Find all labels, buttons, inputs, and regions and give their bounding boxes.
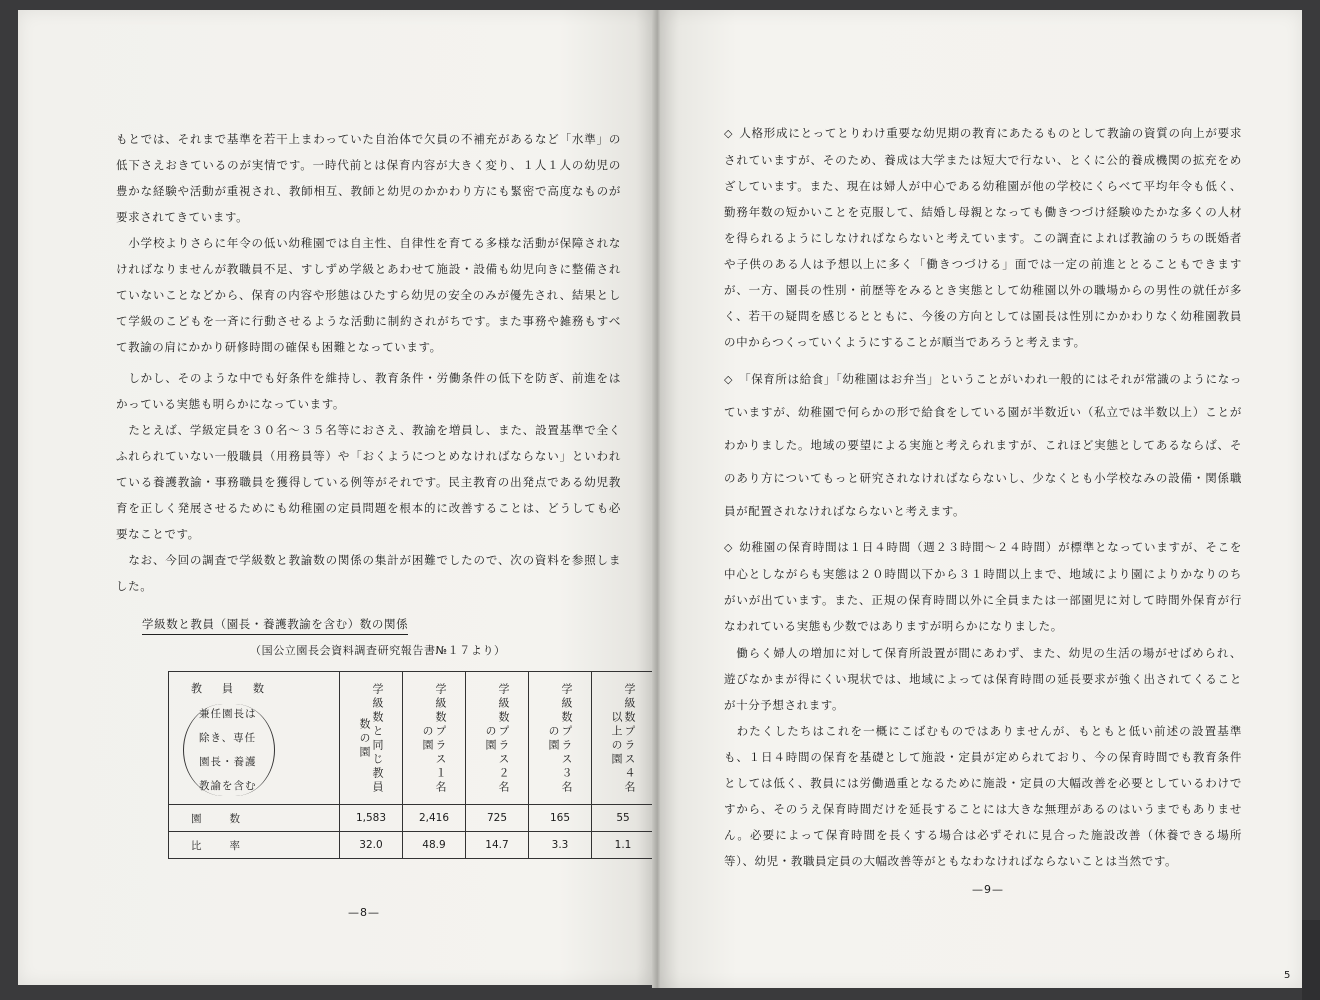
right-paragraph-2 (724, 363, 1242, 528)
table-col-header-text: 学級数プラス３名の園 (547, 683, 573, 795)
right-paragraph-1-text: 人格形成にとってとりわけ重要な幼児期の教育にあたるものとして教諭の資質の向上が要求されていますが、そのため、養成は大学または短大で行ない、とくに公的養成機関の拡充をめざしています。また、現在は婦人が中心である幼稚園が他の学校にくらべて平均年令も低く、勤務年数の短かいことを克服して、結婚し母親となっても働きつづけ経験ゆたかな多くの人材を得られるようにしなければならないと考えています。この調査によれば教諭のうちの既婚者や子供のある人は予想以上に多く「働きつづける」面では一定の前進ととることもできますが、一方、園長の性別・前歴等をみるとき実態として幼稚園以外の職場からの男性の就任が多く、若干の疑問を感じるとともに、今後の方向としては園長は性別にかかわりなく幼稚園教員の中からつくっていくようにすることが順当であろうと考えます。 (724, 126, 1242, 349)
left-page (18, 10, 655, 985)
diamond-bullet-icon: ◇ (724, 127, 734, 140)
right-paragraph-1 (724, 120, 1242, 355)
right-page (660, 10, 1302, 988)
table-col-header (466, 672, 529, 805)
right-paragraph-3 (724, 534, 1242, 639)
table-cell: 3.3 (529, 832, 592, 859)
table-col-header-text: 学級数と同じ教員数の園 (358, 683, 384, 795)
left-paragraph-2-text: 小学校よりさらに年令の低い幼稚園では自主性、自律性を育てる多様な活動が保障されなければなりませんが教職員不足、すしずめ学級とあわせて施設・設備も幼児向きに整備されていないことなどから、保育の内容や形態はひたすら幼児の安全のみが優先され、結果として学級のこどもを一斉に行動させるような活動に制約されがちです。また事務や雑務もすべて教諭の肩にかかり研修時間の確保も困難となっています。 (116, 236, 621, 354)
table-row (169, 832, 655, 859)
table-head-paren-line: 園長・養護 (199, 756, 257, 768)
table-cell: 725 (466, 805, 529, 832)
table-cell: 1,583 (340, 805, 403, 832)
edge-mark: 5 (1284, 970, 1291, 981)
page-number: —8— (348, 906, 380, 919)
table-header-row (169, 672, 655, 805)
table-title: 学級数と教員（園長・養護教諭を含む）数の関係 (142, 616, 408, 635)
table-cell: 55 (592, 805, 655, 832)
corner-tab (1302, 920, 1320, 1000)
table-row (169, 805, 655, 832)
table-head-label: 教員数 (191, 682, 284, 695)
table-col-header (592, 672, 655, 805)
table-col-header (340, 672, 403, 805)
table-row-label: 比率 (169, 832, 340, 859)
table-col-header-text: 学級数プラス４名以上の園 (610, 683, 636, 795)
right-paragraph-4 (724, 640, 1242, 718)
left-paragraph-4-text: たとえば、学級定員を３０名〜３５名等におさえ、教諭を増員し、また、設置基準で全くふれられていない一般職員（用務員等）や「おくようにつとめなければならない」といわれている養護教諭・事務職員を獲得している例等がそれです。民主教育の出発点である幼児教育を正しく発展させるためにも幼稚園の定員問題を根本的に改善することは、どうしても必要なことです。 (116, 423, 621, 541)
table-head-main (169, 672, 340, 805)
table-cell: 32.0 (340, 832, 403, 859)
table-cell: 1.1 (592, 832, 655, 859)
right-paragraph-2-text: 「保育所は給食」「幼稚園はお弁当」ということがいわれ一般的にはそれが常識のようになっていますが、幼稚園で何らかの形で給食をしている園が半数近い（私立では半数以上）ことがわかりました。地域の要望による実施と考えられますが、これほど実態としてあるならば、そのあり方についてもっと研究されなければならないし、少なくとも小学校なみの設備・関係職員が配置されなければならないと考えます。 (724, 372, 1242, 518)
table-col-header-text: 学級数プラス２名の園 (484, 683, 510, 795)
table-col-header-text: 学級数プラス１名の園 (421, 683, 447, 795)
left-paragraph-4 (116, 417, 621, 547)
right-paragraph-5 (724, 718, 1242, 874)
table-source: （国公立園長会資料調査研究報告書№１７より） (250, 644, 506, 657)
table-cell: 165 (529, 805, 592, 832)
table-row-label: 園数 (169, 805, 340, 832)
right-paragraph-5-text: わたくしたちはこれを一概にこばむものではありませんが、もともと低い前述の設置基準も、１日４時間の保育を基礎として施設・定員が定められており、今の保育時間でも教育条件としては低く、教員には労働過重となるために施設・定員の大幅改善を必要としているわけですから、そのうえ保育時間だけを延長することには大きな無理があるのはいうまでもありません。必要によって保育時間を長くする場合は必ずそれに見合った施設改善（休養できる場所等）、幼児・教職員定員の大幅改善等がともなわなければならないことは当然です。 (724, 724, 1242, 868)
table-cell: 48.9 (403, 832, 466, 859)
table-col-header (529, 672, 592, 805)
diamond-bullet-icon: ◇ (724, 373, 734, 386)
right-paragraph-4-text: 働らく婦人の増加に対して保育所設置が間にあわず、また、幼児の生活の場がせばめられ、遊びなかまが得にくい現状では、地域によっては保育時間の延長要求が強く出されてくることが十分予想されます。 (724, 646, 1242, 712)
table-head-paren-line: 除き、専任 (199, 732, 257, 744)
table-col-header (403, 672, 466, 805)
table-cell: 2,416 (403, 805, 466, 832)
diamond-bullet-icon: ◇ (724, 541, 734, 554)
left-paragraph-2 (116, 230, 621, 360)
left-paragraph-5 (116, 547, 621, 599)
table-head-paren-line: 教諭を含む (199, 780, 257, 792)
left-paragraph-3 (116, 365, 621, 417)
right-paragraph-3-text: 幼稚園の保育時間は１日４時間（週２３時間〜２４時間）が標準となっていますが、そこを中心としながらも実態は２０時間以下から３１時間以上まで、地域により園によりかなりのちがいが出ています。また、正規の保育時間以外に全員または一部園児に対して時間外保育が行なわれている実態も少数ではありますが明らかになりました。 (724, 540, 1242, 633)
left-paragraph-5-text: なお、今回の調査で学級数と教諭数の関係の集計が困難でしたので、次の資料を参照しました。 (116, 553, 621, 593)
table-cell: 14.7 (466, 832, 529, 859)
table-head-paren-line: 兼任園長は (199, 708, 257, 720)
page-number: —9— (972, 883, 1004, 896)
left-paragraph-3-text: しかし、そのような中でも好条件を維持し、教育条件・労働条件の低下を防ぎ、前進をはかっている実態も明らかになっています。 (116, 371, 621, 411)
left-paragraph-1: もとでは、それまで基準を若干上まわっていた自治体で欠員の不補充があるなど「水準」の低下さえおきているのが実情です。一時代前とは保育内容が大きく変り、１人１人の幼児の豊かな経験や活動が重視され、教師相互、教師と幼児のかかわり方にも緊密で高度なものが要求されてきています。 (116, 132, 621, 224)
class-teacher-table (168, 671, 655, 859)
